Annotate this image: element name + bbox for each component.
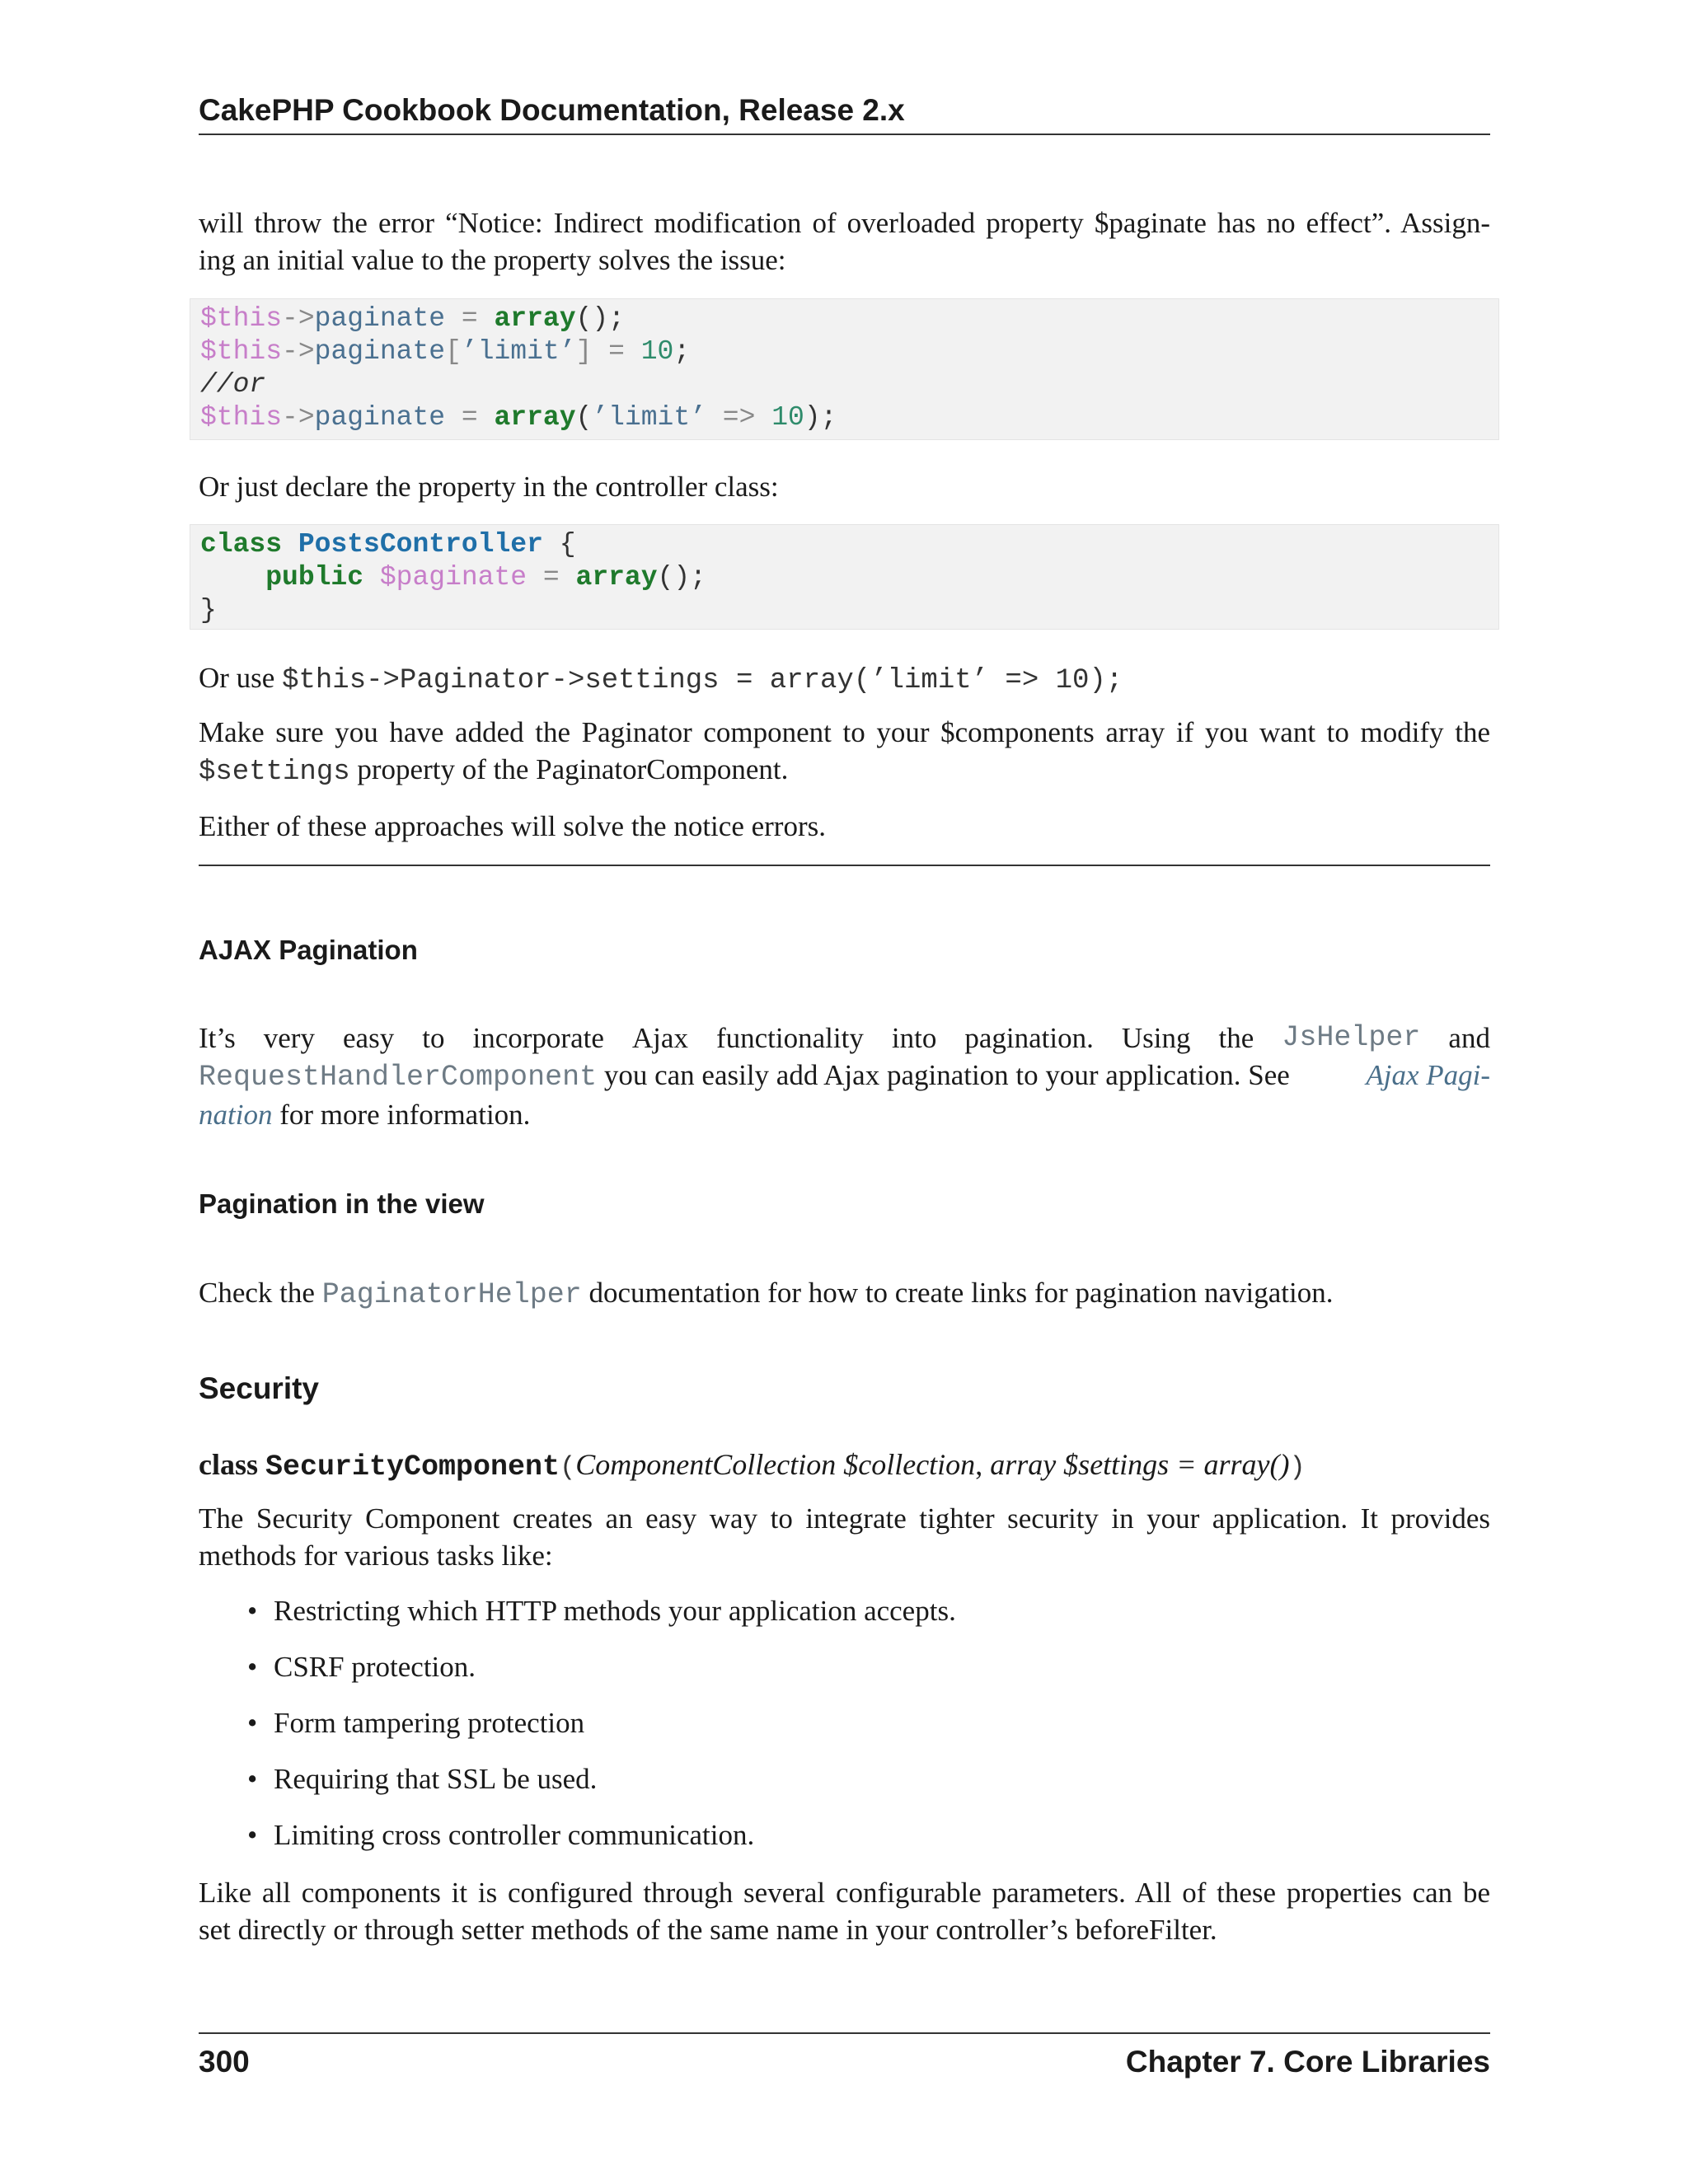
heading-security: Security <box>199 1371 320 1405</box>
code-line: $this->paginate = array(’limit’ => 10); <box>200 402 837 433</box>
intro-paragraph <box>199 204 1490 279</box>
running-header: CakePHP Cookbook Documentation, Release 2.x <box>199 93 905 127</box>
closing-paragraph: Like all components it is configured through several configurable parameters. All of these properties can be set directly or through setter methods of the same name in your controller’s beforeFilter. <box>199 1877 1490 1946</box>
section-rule <box>199 865 1490 866</box>
code-block-controller <box>190 524 1499 630</box>
requesthandler-link[interactable]: RequestHandlerComponent <box>199 1061 598 1094</box>
code-line: public $paginate = array(); <box>265 562 706 593</box>
heading-pagination-in-view: Pagination in the view <box>199 1188 485 1219</box>
code-line: $this->paginate = array(); <box>200 303 625 334</box>
or-use-paragraph: Or use $this->Paginator->settings = array(’limit’ => 10); <box>199 662 1123 696</box>
ajax-pagination-link-cont[interactable]: nation <box>199 1099 273 1131</box>
make-sure-paragraph: Make sure you have added the Paginator component to your $components array if you want to modify the $settings property of the PaginatorComponent. <box>199 716 1490 788</box>
chapter-title: Chapter 7. Core Libraries <box>1125 2045 1490 2079</box>
code-comment: //or <box>200 369 266 400</box>
view-paragraph: Check the PaginatorHelper documentation for how to create links for pagination navigation. <box>199 1277 1334 1311</box>
list-item: • CSRF protection. <box>247 1651 476 1683</box>
security-description: The Security Component creates an easy way to integrate tighter security in your application. It provides methods for various tasks like: <box>199 1502 1490 1572</box>
intro-line-2: ing an initial value to the property solves the issue: <box>199 244 786 276</box>
heading-ajax-pagination: AJAX Pagination <box>199 935 418 965</box>
list-item: • Requiring that SSL be used. <box>247 1763 598 1795</box>
class-name: SecurityComponent <box>265 1451 560 1483</box>
inline-code: $this->Paginator->settings = array(’limit’ => 10); <box>282 665 1123 696</box>
code-line: } <box>200 595 217 626</box>
ajax-pagination-link[interactable]: Ajax Pagi- <box>1366 1059 1490 1091</box>
header-rule <box>199 134 1490 135</box>
code-block-paginate <box>190 298 1499 440</box>
declare-paragraph: Or just declare the property in the controller class: <box>199 471 779 503</box>
either-paragraph: Either of these approaches will solve the notice errors. <box>199 810 826 842</box>
inline-code: $settings <box>199 757 350 788</box>
paginatorhelper-link[interactable]: PaginatorHelper <box>321 1278 582 1311</box>
jshelper-link[interactable]: JsHelper <box>1282 1021 1421 1054</box>
code-line: class PostsController { <box>200 529 576 560</box>
list-item: • Form tampering protection <box>247 1707 585 1739</box>
ajax-paragraph: It’s very easy to incorporate Ajax functionality into pagination. Using the JsHelper and RequestHandlerComponent you can easily add Ajax pagination to your application. See Ajax Pagi- nation for more information. <box>199 1021 1490 1131</box>
page-number: 300 <box>199 2045 250 2079</box>
class-signature: class SecurityComponent(ComponentCollection $collection, array $settings = array()) <box>199 1448 1306 1483</box>
intro-line-1: will throw the error “Notice: Indirect modification of overloaded property $paginate has no effect”. Assign- <box>199 207 1490 239</box>
footer-rule <box>199 2032 1490 2034</box>
list-item: • Limiting cross controller communication. <box>247 1819 755 1851</box>
code-line: $this->paginate[’limit’] = 10; <box>200 336 691 367</box>
list-item: • Restricting which HTTP methods your application accepts. <box>247 1595 956 1627</box>
